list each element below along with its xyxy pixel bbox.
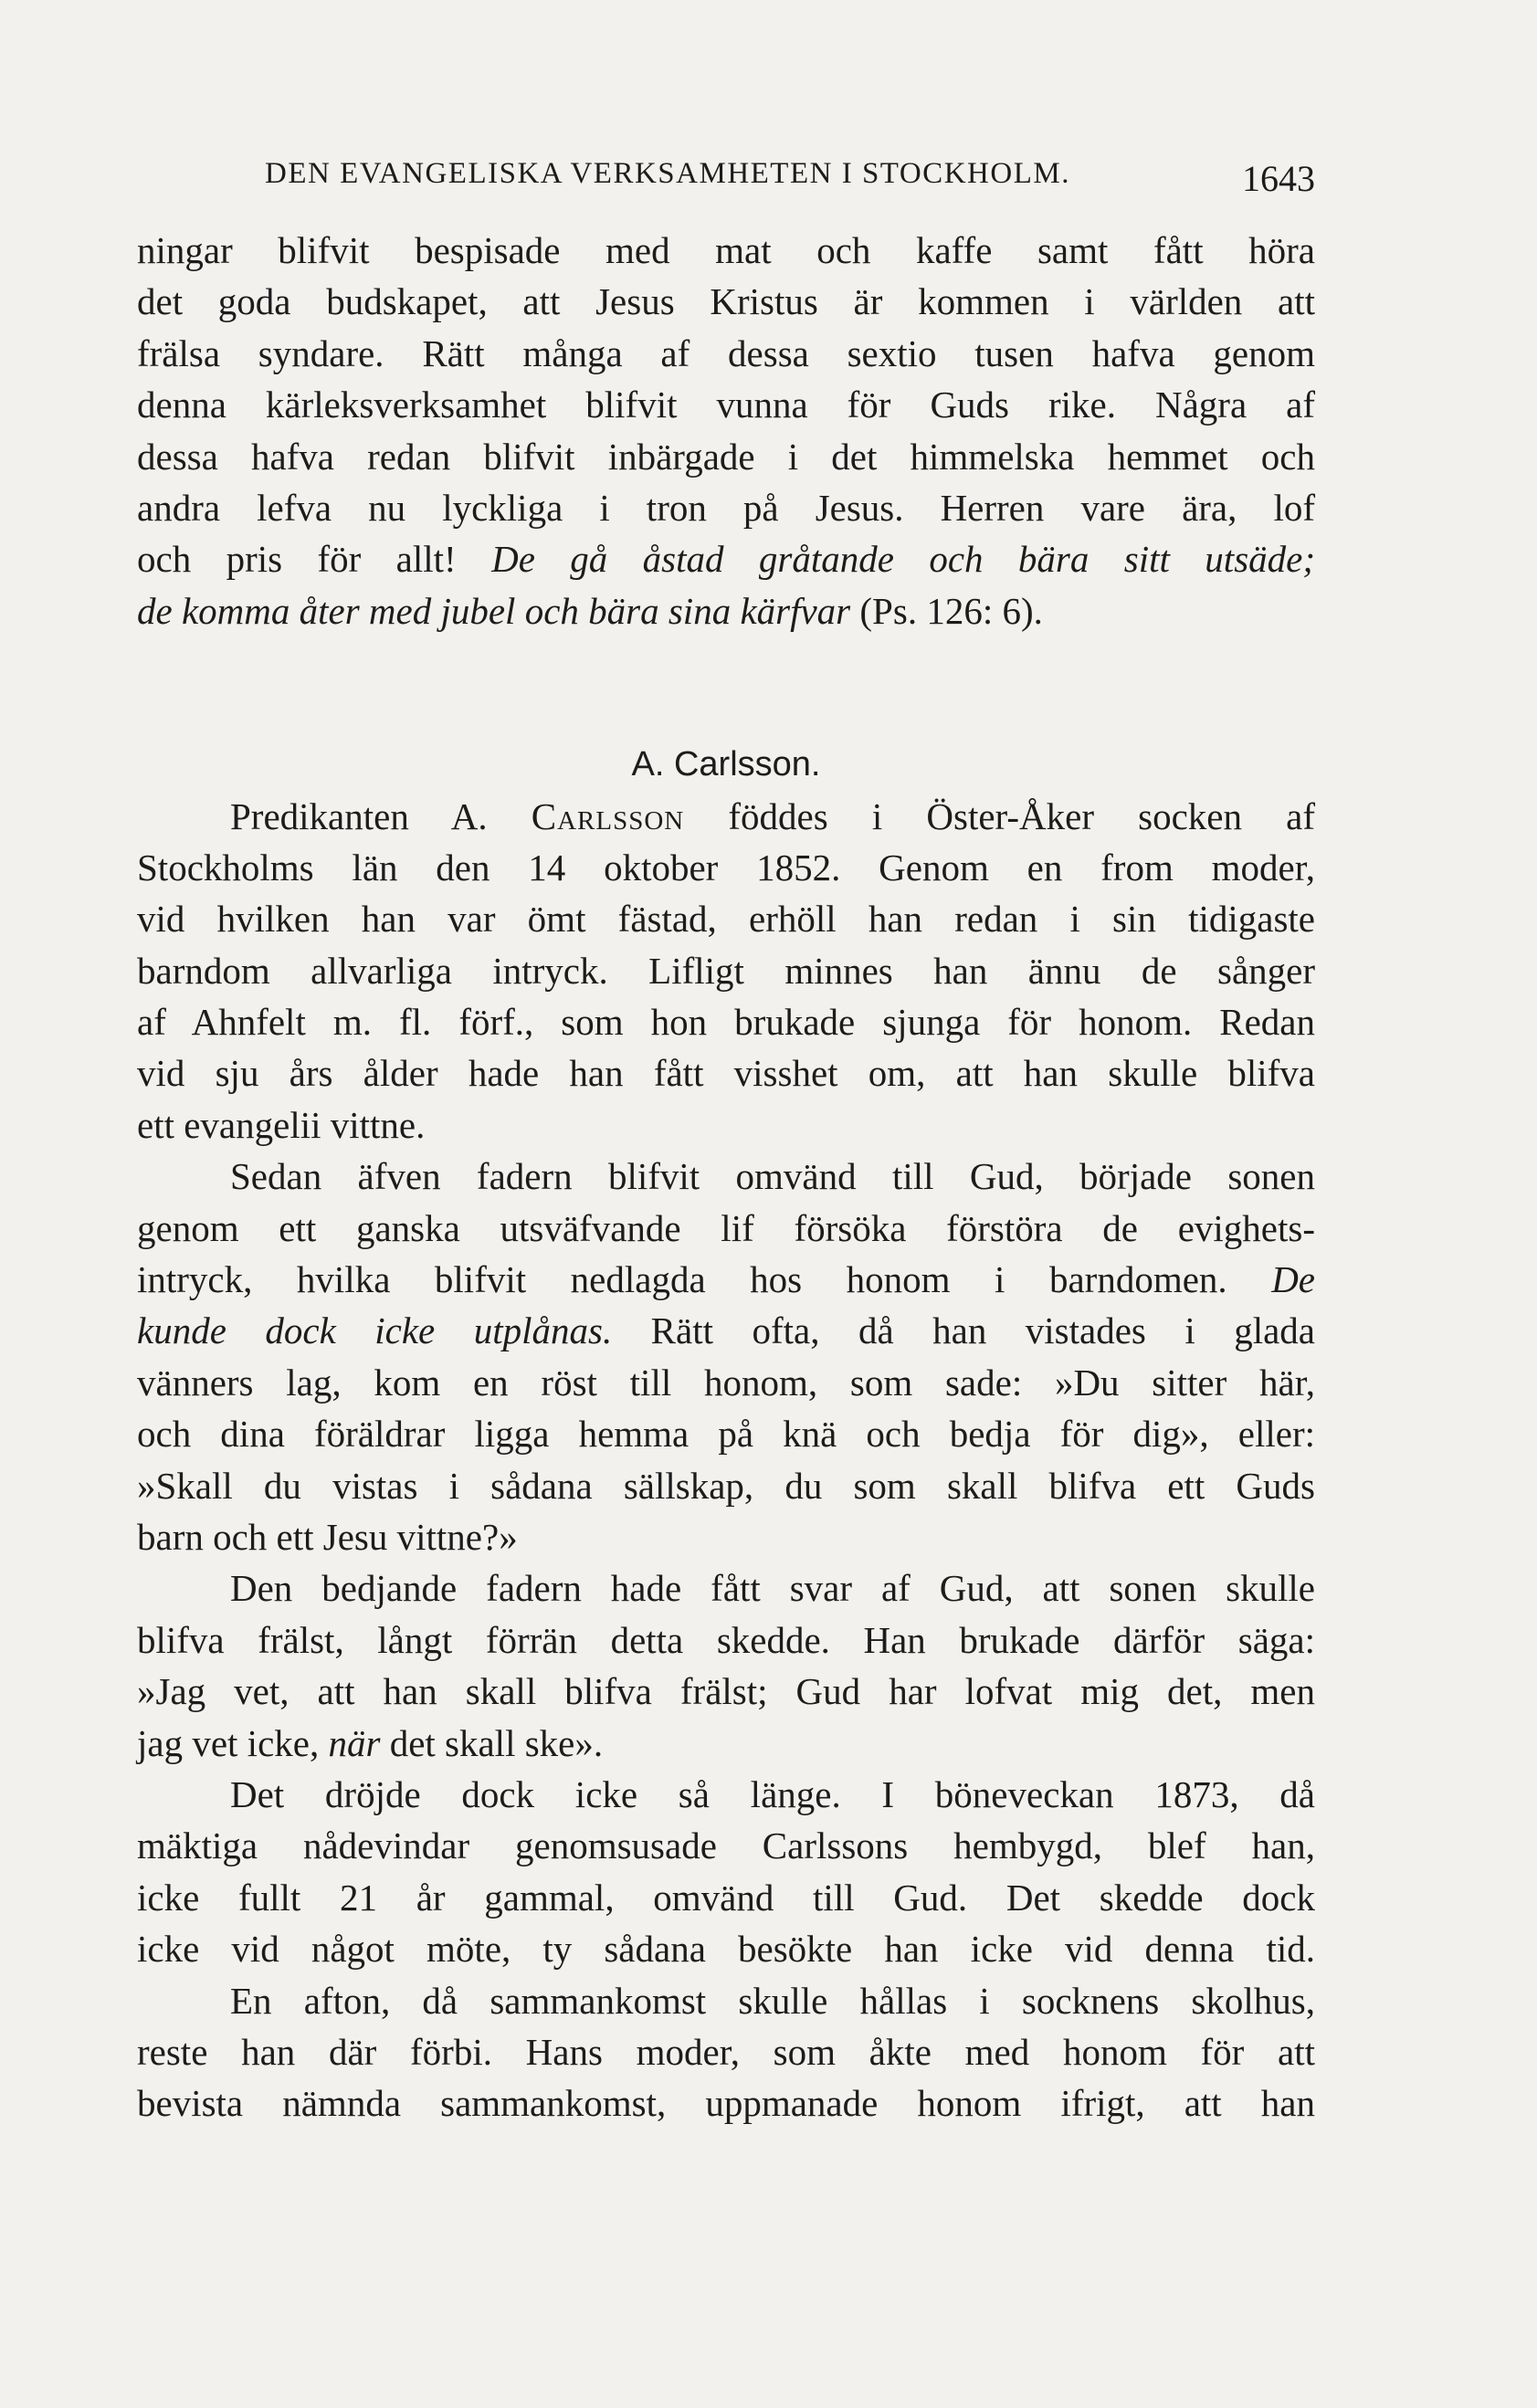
text-line xyxy=(137,1408,1315,1459)
text-line xyxy=(137,482,1315,533)
text-line xyxy=(137,1305,1315,1356)
text-line xyxy=(137,1923,1315,1974)
text-line xyxy=(137,533,1315,584)
text-line xyxy=(137,1203,1315,1254)
text-line xyxy=(137,379,1315,430)
text-segment: »Skall du vistas i sådana sällskap, du som skall blifva ett Guds xyxy=(137,1464,1315,1507)
text-line xyxy=(137,585,1315,636)
text-segment: föddes i Öster-Åker socken af xyxy=(684,794,1315,837)
italic-text: De gå åstad gråtande och bära sitt utsäde; xyxy=(491,538,1315,581)
text-line xyxy=(137,1614,1315,1666)
text-segment: mäktiga nådevindar genomsusade Carlssons hembygd, blef han, xyxy=(137,1824,1315,1867)
text-segment: barn och ett Jesu vittne?» xyxy=(137,1515,518,1558)
text-segment: icke fullt 21 år gammal, omvänd till Gud. Det skedde dock xyxy=(137,1876,1315,1919)
text-segment: bevista nämnda sammankomst, uppmanade honom ifrigt, att han xyxy=(137,2082,1315,2125)
text-segment: icke vid något möte, ty sådana besökte han icke vid denna tid. xyxy=(137,1928,1315,1971)
text-segment: andra lefva nu lyckliga i tron på Jesus. Herren vare ära, lof xyxy=(137,486,1315,529)
text-segment: ett evangelii vittne. xyxy=(137,1103,426,1146)
text-segment: vänners lag, kom en röst till honom, som sade: »Du sitter här, xyxy=(137,1361,1315,1404)
small-caps-name: Carlsson xyxy=(531,794,685,837)
text-segment: och dina föräldrar ligga hemma på knä och bedja för dig», eller: xyxy=(137,1413,1315,1456)
text-line xyxy=(137,1666,1315,1717)
italic-text: de komma åter med jubel och bära sina kärfvar xyxy=(137,589,851,632)
text-line xyxy=(137,945,1315,996)
text-segment: Den bedjande fadern hade fått svar af Gud, att sonen skulle xyxy=(230,1567,1315,1610)
body-text xyxy=(137,225,1315,2129)
text-segment: genom ett ganska utsväfvande lif försöka förstöra de evighets- xyxy=(137,1206,1315,1249)
text-segment: jag vet icke, xyxy=(137,1721,329,1764)
text-segment: Rätt ofta, då han vistades i glada xyxy=(612,1309,1316,1352)
text-line xyxy=(137,791,1315,842)
text-line xyxy=(137,893,1315,944)
text-line xyxy=(137,1254,1315,1305)
text-segment: Sedan äfven fadern blifvit omvänd till Gud, började sonen xyxy=(230,1155,1315,1198)
text-segment: och pris för allt! xyxy=(137,538,492,581)
text-line xyxy=(137,1357,1315,1408)
text-line xyxy=(137,842,1315,893)
text-line xyxy=(137,1820,1315,1871)
text-line xyxy=(137,1872,1315,1923)
text-segment: ningar blifvit bespisade med mat och kaffe samt fått höra xyxy=(137,229,1315,271)
text-line xyxy=(137,1975,1315,2026)
text-segment: vid hvilken han var ömt fästad, erhöll han redan i sin tidigaste xyxy=(137,898,1315,941)
text-line xyxy=(137,276,1315,327)
text-segment: reste han där förbi. Hans moder, som åkte med honom för att xyxy=(137,2030,1315,2073)
section-heading xyxy=(137,739,1315,790)
text-segment: vid sju års ålder hade han fått visshet om, att han skulle blifva xyxy=(137,1052,1315,1095)
text-line xyxy=(137,225,1315,276)
text-segment: Predikanten A. xyxy=(230,794,532,837)
text-segment: det skall ske». xyxy=(380,1721,604,1764)
text-line xyxy=(137,2026,1315,2077)
text-segment: A. Carlsson. xyxy=(631,745,821,784)
italic-text: kunde dock icke utplånas. xyxy=(137,1309,613,1352)
text-segment: En afton, då sammankomst skulle hållas i socknens skolhus, xyxy=(230,1979,1315,2022)
text-line xyxy=(137,431,1315,482)
text-line xyxy=(137,996,1315,1047)
text-segment: »Jag vet, att han skall blifva frälst; Gud har lofvat mig det, men xyxy=(137,1670,1315,1713)
text-segment: blifva frälst, långt förrän detta skedde. Han brukade därför säga: xyxy=(137,1618,1315,1661)
text-line xyxy=(137,1151,1315,1202)
text-segment: barndom allvarliga intryck. Lifligt minnes han ännu de sånger xyxy=(137,949,1315,992)
text-line xyxy=(137,1047,1315,1099)
section-gap xyxy=(137,636,1315,739)
text-line xyxy=(137,2077,1315,2129)
text-line xyxy=(137,1562,1315,1614)
text-segment: (Ps. 126: 6). xyxy=(850,589,1043,632)
text-line xyxy=(137,328,1315,379)
text-line xyxy=(137,1099,1315,1151)
text-segment: frälsa syndare. Rätt många af dessa sextio tusen hafva genom xyxy=(137,331,1315,374)
text-segment: denna kärleksverksamhet blifvit vunna för Guds rike. Några af xyxy=(137,384,1315,426)
text-segment: Stockholms län den 14 oktober 1852. Genom en from moder, xyxy=(137,846,1315,889)
text-segment: dessa hafva redan blifvit inbärgade i det himmelska hemmet och xyxy=(137,435,1315,478)
text-line xyxy=(137,1460,1315,1511)
text-line xyxy=(137,1511,1315,1562)
page-number: 1643 xyxy=(1242,158,1315,199)
text-line xyxy=(137,1718,1315,1769)
italic-text: när xyxy=(328,1721,381,1764)
text-segment: intryck, hvilka blifvit nedlagda hos honom i barndomen. xyxy=(137,1258,1272,1301)
text-segment: af Ahnfelt m. fl. förf., som hon brukade sjunga för honom. Redan xyxy=(137,1001,1315,1044)
running-title: DEN EVANGELISKA VERKSAMHETEN I STOCKHOLM. xyxy=(265,157,1070,190)
text-segment: det goda budskapet, att Jesus Kristus är kommen i världen att xyxy=(137,280,1315,323)
text-line xyxy=(137,1769,1315,1820)
text-segment: Det dröjde dock icke så länge. I böneveckan 1873, då xyxy=(230,1772,1315,1815)
italic-text: De xyxy=(1271,1258,1315,1301)
